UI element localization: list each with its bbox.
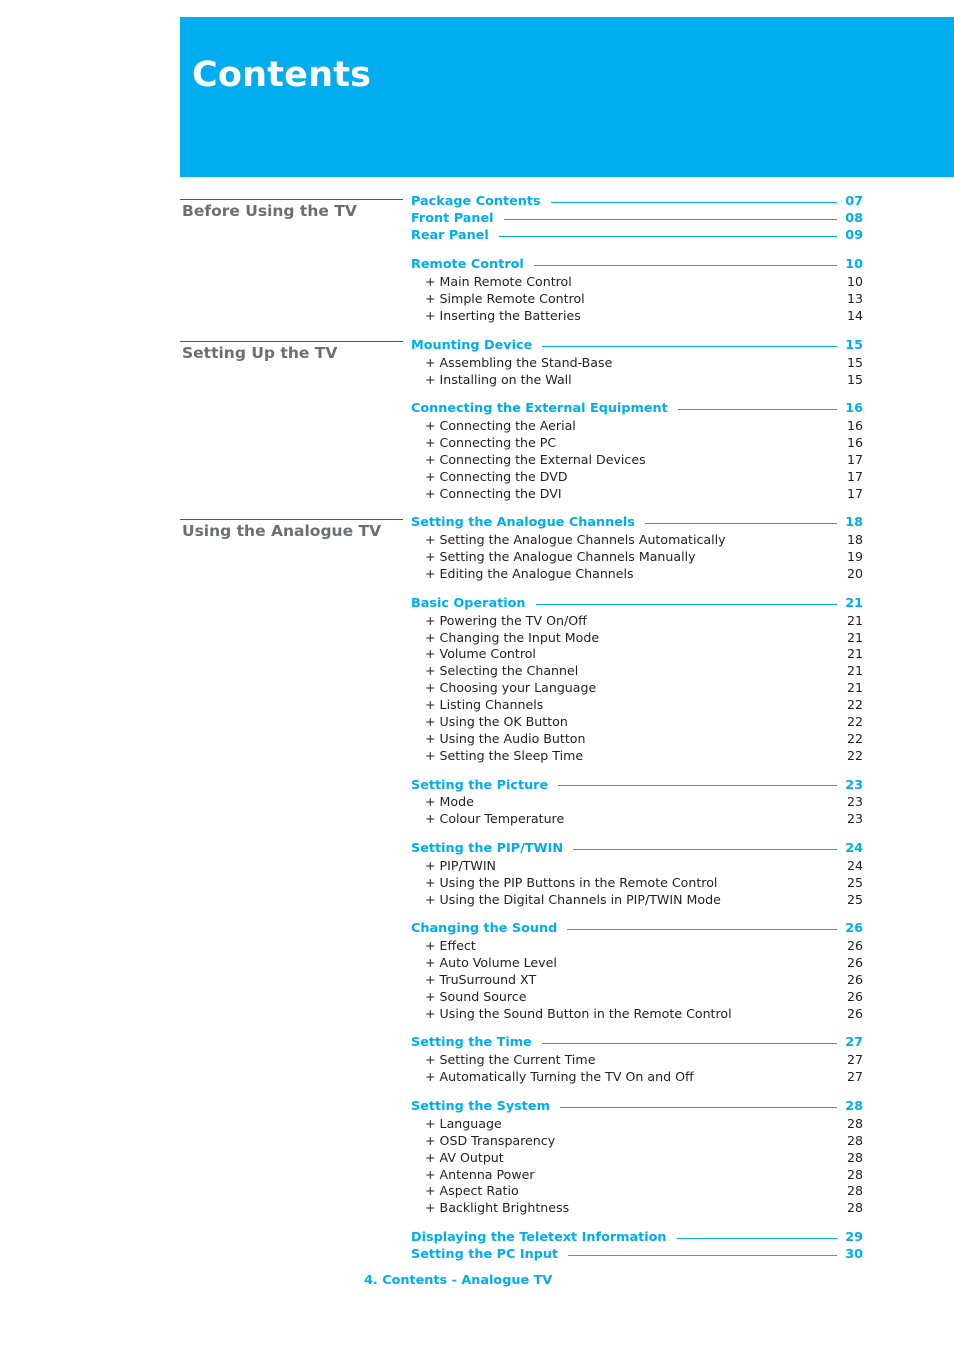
toc-heading[interactable]: [411, 338, 863, 355]
toc-subitem[interactable]: [411, 452, 863, 469]
toc-heading[interactable]: [411, 228, 863, 245]
toc-heading-title: Package Contents: [411, 194, 541, 209]
toc-subitem-page: 17: [846, 485, 863, 501]
toc-leader-line: [678, 409, 837, 410]
toc-subitem-page: 27: [846, 1052, 863, 1068]
toc-subitem-label: + Using the Digital Channels in PIP/TWIN Mode: [425, 891, 721, 907]
section-title-analogue-tv: Using the Analogue TV: [182, 522, 382, 540]
toc-subitem[interactable]: [411, 613, 863, 630]
toc-leader-line: [542, 346, 837, 347]
toc-heading[interactable]: [411, 515, 863, 532]
section-divider: [180, 199, 403, 200]
toc-subitem-page: 27: [846, 1069, 863, 1085]
toc-subitem-page: 18: [846, 532, 863, 548]
toc-subitem-label: + Changing the Input Mode: [425, 629, 600, 645]
toc-subitem-label: + Connecting the Aerial: [425, 418, 576, 434]
toc-subitem[interactable]: [411, 355, 863, 372]
toc-subitem-page: 15: [846, 354, 863, 370]
toc-heading[interactable]: [411, 1035, 863, 1052]
toc-subitem[interactable]: [411, 274, 863, 291]
toc-subitem[interactable]: [411, 1116, 863, 1133]
toc-subitem-label: + Colour Temperature: [425, 811, 565, 827]
toc-subitem-label: + Auto Volume Level: [425, 955, 557, 971]
toc-subitem-label: + Using the PIP Buttons in the Remote Control: [425, 874, 718, 890]
header-banner: [180, 17, 954, 177]
toc-heading[interactable]: [411, 921, 863, 938]
toc-heading-title: Setting the Time: [411, 1035, 532, 1051]
toc-group: [411, 401, 863, 502]
section-divider: [180, 519, 403, 520]
toc-heading-title: Displaying the Teletext Information: [411, 1229, 667, 1245]
toc-leader-line: [560, 1107, 837, 1108]
toc-subitem-label: + Effect: [425, 938, 476, 954]
toc-subitem[interactable]: [411, 892, 863, 909]
toc-subitem-page: 10: [846, 274, 863, 290]
toc-group: [411, 778, 863, 829]
toc-leader-line: [536, 604, 838, 605]
toc-heading-page: 27: [845, 1035, 863, 1051]
toc-subitem-label: + Sound Source: [425, 988, 527, 1004]
toc-heading-title: Setting the PIP/TWIN: [411, 840, 564, 856]
toc-leader-line: [542, 1043, 837, 1044]
toc-group: [411, 1230, 863, 1264]
toc-subitem[interactable]: [411, 1069, 863, 1086]
toc-heading-title: Remote Control: [411, 257, 524, 273]
toc-heading-title: Front Panel: [411, 210, 494, 226]
toc-subitem[interactable]: [411, 630, 863, 647]
toc-subitem[interactable]: [411, 372, 863, 389]
toc-subitem-label: + Setting the Current Time: [425, 1052, 596, 1068]
toc-subitem-label: + Mode: [425, 794, 474, 810]
toc-subitem-label: + Assembling the Stand-Base: [425, 354, 613, 370]
toc-subitem-page: 22: [846, 697, 863, 713]
toc-heading[interactable]: [411, 401, 863, 418]
toc-heading-page: 30: [845, 1246, 863, 1262]
toc-subitem[interactable]: [411, 1183, 863, 1200]
toc-subitem-label: + Simple Remote Control: [425, 291, 585, 307]
section-divider: [180, 341, 403, 342]
toc-heading-page: 28: [845, 1098, 863, 1114]
toc-subitem-label: + Using the Sound Button in the Remote Control: [425, 1005, 732, 1021]
toc-subitem-label: + Powering the TV On/Off: [425, 612, 587, 628]
toc-subitem-label: + Connecting the DVI: [425, 485, 562, 501]
toc-subitem-page: 23: [846, 794, 863, 810]
toc-subitem-label: + Inserting the Batteries: [425, 308, 581, 324]
section-title-before-using: Before Using the TV: [182, 202, 357, 220]
toc-subitem-page: 22: [846, 747, 863, 763]
toc-subitem[interactable]: [411, 714, 863, 731]
toc-subitem-label: + Using the Audio Button: [425, 730, 586, 746]
toc-subitem-label: + Editing the Analogue Channels: [425, 566, 634, 582]
toc-group: [411, 841, 863, 909]
toc-heading-title: Setting the Picture: [411, 777, 549, 793]
toc-subitem[interactable]: [411, 566, 863, 583]
toc-leader-line: [534, 265, 837, 266]
toc-subitem[interactable]: [411, 989, 863, 1006]
toc-group: [411, 515, 863, 583]
toc-heading-title: Setting the System: [411, 1098, 550, 1114]
toc-subitem[interactable]: [411, 875, 863, 892]
toc-subitem[interactable]: [411, 1133, 863, 1150]
toc-subitem[interactable]: [411, 1150, 863, 1167]
toc-subitem-label: + Language: [425, 1115, 502, 1131]
toc-group: [411, 338, 863, 389]
toc-subitem-label: + Setting the Analogue Channels Automatically: [425, 532, 726, 548]
toc-subitem[interactable]: [411, 1006, 863, 1023]
toc-heading-title: Connecting the External Equipment: [411, 401, 668, 417]
toc-heading[interactable]: [411, 596, 863, 613]
toc-subitem[interactable]: [411, 680, 863, 697]
toc-subitem-label: + Automatically Turning the TV On and Off: [425, 1069, 694, 1085]
toc-group: [411, 257, 863, 325]
toc-subitem-page: 17: [846, 468, 863, 484]
toc-heading-title: Setting the PC Input: [411, 1246, 559, 1262]
toc-subitem-label: + Connecting the External Devices: [425, 451, 646, 467]
toc-subitem-page: 28: [846, 1183, 863, 1199]
toc-group: [411, 194, 863, 245]
toc-subitem-page: 21: [846, 646, 863, 662]
toc-subitem[interactable]: [411, 858, 863, 875]
toc-subitem-label: + Listing Channels: [425, 697, 544, 713]
toc-heading-page: 16: [845, 401, 863, 417]
page-title: Contents: [192, 55, 372, 95]
toc-leader-line: [645, 523, 837, 524]
toc-subitem-label: + Using the OK Button: [425, 714, 568, 730]
toc-subitem-page: 25: [846, 891, 863, 907]
toc-subitem-label: + Installing on the Wall: [425, 371, 572, 387]
toc-subitem[interactable]: [411, 549, 863, 566]
toc-subitem-label: + Selecting the Channel: [425, 663, 579, 679]
toc-subitem-page: 21: [846, 629, 863, 645]
toc-group: [411, 596, 863, 765]
toc-subitem-page: 28: [846, 1166, 863, 1182]
toc-heading-title: Rear Panel: [411, 227, 489, 243]
toc-heading-page: 23: [845, 777, 863, 793]
toc-subitem-page: 21: [846, 612, 863, 628]
toc-subitem[interactable]: [411, 308, 863, 325]
toc-leader-line: [504, 219, 838, 220]
toc-leader-line: [558, 785, 837, 786]
toc-heading[interactable]: [411, 194, 863, 211]
toc-subitem-page: 13: [846, 291, 863, 307]
toc-leader-line: [551, 202, 838, 203]
toc-subitem-label: + AV Output: [425, 1149, 504, 1165]
toc-heading[interactable]: [411, 778, 863, 795]
toc-subitem-label: + Aspect Ratio: [425, 1183, 519, 1199]
toc-subitem[interactable]: [411, 486, 863, 503]
section-title-setting-up: Setting Up the TV: [182, 344, 338, 362]
toc-heading-page: 29: [845, 1229, 863, 1245]
toc-heading-page: 18: [845, 515, 863, 531]
toc-subitem-page: 22: [846, 730, 863, 746]
toc-subitem-page: 21: [846, 680, 863, 696]
toc-subitem-page: 28: [846, 1149, 863, 1165]
toc-subitem[interactable]: [411, 972, 863, 989]
toc-subitem-label: + Setting the Analogue Channels Manually: [425, 549, 696, 565]
toc-subitem-page: 16: [846, 435, 863, 451]
toc-subitem[interactable]: [411, 811, 863, 828]
toc-subitem-label: + Backlight Brightness: [425, 1200, 570, 1216]
toc-subitem-page: 16: [846, 418, 863, 434]
toc-subitem-page: 26: [846, 988, 863, 1004]
toc-group: [411, 1099, 863, 1217]
toc-heading-page: 09: [845, 227, 863, 243]
toc-subitem[interactable]: [411, 646, 863, 663]
toc-subitem[interactable]: [411, 418, 863, 435]
toc-subitem[interactable]: [411, 1200, 863, 1217]
toc-heading[interactable]: [411, 1247, 863, 1264]
toc-heading-title: Setting the Analogue Channels: [411, 515, 635, 531]
toc-heading-page: 26: [845, 921, 863, 937]
toc-heading-title: Mounting Device: [411, 337, 533, 353]
toc-subitem-page: 28: [846, 1115, 863, 1131]
toc-subitem-page: 26: [846, 938, 863, 954]
toc-subitem-page: 26: [846, 955, 863, 971]
toc-subitem-label: + PIP/TWIN: [425, 857, 496, 873]
toc-subitem[interactable]: [411, 532, 863, 549]
toc-subitem-page: 23: [846, 811, 863, 827]
toc-subitem[interactable]: [411, 435, 863, 452]
toc-heading[interactable]: [411, 841, 863, 858]
toc-subitem-page: 26: [846, 1005, 863, 1021]
toc-subitem-label: + Connecting the DVD: [425, 468, 568, 484]
toc-leader-line: [573, 849, 837, 850]
toc-subitem-page: 28: [846, 1132, 863, 1148]
toc-heading-page: 07: [845, 194, 863, 209]
toc-subitem-page: 24: [846, 857, 863, 873]
toc-leader-line: [677, 1238, 838, 1239]
toc-heading-page: 10: [845, 257, 863, 273]
toc-subitem-page: 17: [846, 451, 863, 467]
toc-subitem-page: 15: [846, 371, 863, 387]
toc-subitem-page: 26: [846, 972, 863, 987]
toc-heading-page: 24: [845, 840, 863, 856]
toc-heading-page: 08: [845, 210, 863, 226]
toc-subitem[interactable]: [411, 469, 863, 486]
toc-subitem-page: 21: [846, 663, 863, 679]
toc-leader-line: [567, 929, 837, 930]
table-of-contents: [411, 194, 863, 1277]
toc-subitem[interactable]: [411, 1052, 863, 1069]
toc-subitem-label: + Setting the Sleep Time: [425, 747, 584, 763]
toc-subitem-page: 28: [846, 1200, 863, 1216]
toc-subitem-page: 20: [846, 566, 863, 582]
toc-group: [411, 1035, 863, 1086]
toc-subitem-label: + TruSurround XT: [425, 972, 537, 987]
toc-subitem[interactable]: [411, 731, 863, 748]
toc-subitem[interactable]: [411, 938, 863, 955]
toc-heading[interactable]: [411, 1230, 863, 1247]
toc-subitem-label: + Choosing your Language: [425, 680, 597, 696]
toc-heading-title: Basic Operation: [411, 595, 526, 611]
toc-subitem[interactable]: [411, 697, 863, 714]
toc-subitem[interactable]: [411, 663, 863, 680]
toc-leader-line: [568, 1255, 837, 1256]
toc-heading-page: 15: [845, 337, 863, 353]
page-footer: 4. Contents - Analogue TV: [364, 1273, 553, 1288]
toc-subitem-label: + Volume Control: [425, 646, 536, 662]
toc-heading[interactable]: [411, 1099, 863, 1116]
toc-leader-line: [499, 236, 837, 237]
toc-heading-page: 21: [845, 595, 863, 611]
toc-subitem[interactable]: [411, 1167, 863, 1184]
toc-heading[interactable]: [411, 257, 863, 274]
toc-subitem-page: 14: [846, 308, 863, 324]
toc-subitem-page: 19: [846, 549, 863, 565]
toc-heading-title: Changing the Sound: [411, 921, 558, 937]
toc-subitem-label: + Antenna Power: [425, 1166, 535, 1182]
toc-heading[interactable]: [411, 211, 863, 228]
toc-subitem[interactable]: [411, 291, 863, 308]
toc-subitem[interactable]: [411, 748, 863, 765]
toc-subitem-page: 25: [846, 874, 863, 890]
toc-subitem[interactable]: [411, 955, 863, 972]
toc-subitem-label: + Connecting the PC: [425, 435, 557, 451]
toc-group: [411, 921, 863, 1022]
toc-subitem-label: + Main Remote Control: [425, 274, 572, 290]
toc-subitem[interactable]: [411, 794, 863, 811]
toc-subitem-page: 22: [846, 714, 863, 730]
toc-subitem-label: + OSD Transparency: [425, 1132, 556, 1148]
